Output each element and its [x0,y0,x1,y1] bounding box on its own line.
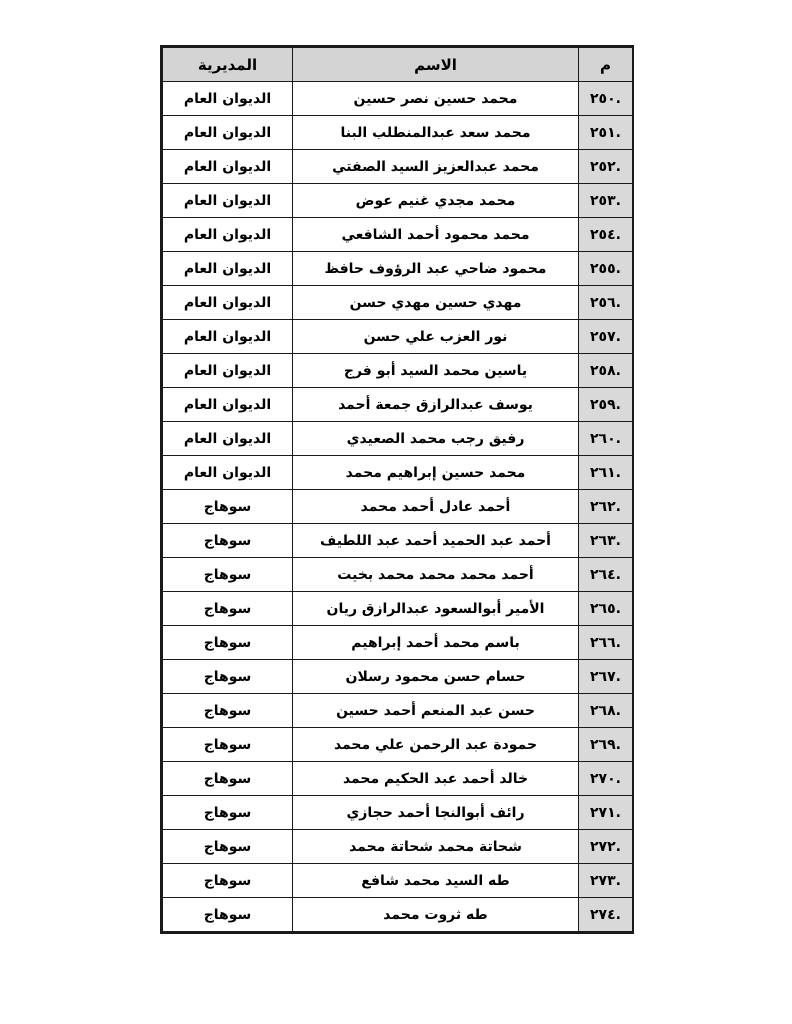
directorate-cell: سوهاج [163,728,293,762]
table-body [163,82,633,932]
row-number-cell: .٢٥٥ [579,252,633,286]
row-number-cell: .٢٥٦ [579,286,633,320]
name-cell: حسام حسن محمود رسلان [293,660,579,694]
directorate-cell: الديوان العام [163,184,293,218]
row-number-cell: .٢٦١ [579,456,633,490]
directorate-cell: الديوان العام [163,150,293,184]
name-cell: يوسف عبدالرازق جمعة أحمد [293,388,579,422]
directorate-cell: سوهاج [163,660,293,694]
directorate-cell: سوهاج [163,490,293,524]
directorate-cell: سوهاج [163,694,293,728]
name-cell: حسن عبد المنعم أحمد حسين [293,694,579,728]
table-row [163,558,633,592]
directorate-cell: سوهاج [163,864,293,898]
row-number-cell: .٢٥١ [579,116,633,150]
row-number-cell: .٢٦٢ [579,490,633,524]
row-number-cell: .٢٦٣ [579,524,633,558]
table-row [163,116,633,150]
name-cell: طه السيد محمد شافع [293,864,579,898]
name-cell: الأمير أبوالسعود عبدالرازق ريان [293,592,579,626]
row-number-cell: .٢٥٨ [579,354,633,388]
header-row [163,48,633,82]
directorate-cell: سوهاج [163,762,293,796]
table-row [163,762,633,796]
row-number-cell: .٢٧٣ [579,864,633,898]
name-cell: طه ثروت محمد [293,898,579,932]
directorate-cell: الديوان العام [163,286,293,320]
table-row [163,150,633,184]
name-cell: نور العزب علي حسن [293,320,579,354]
name-cell: ياسين محمد السيد أبو فرج [293,354,579,388]
directorate-cell: سوهاج [163,524,293,558]
directorate-cell: الديوان العام [163,422,293,456]
table-row [163,320,633,354]
directorate-cell: الديوان العام [163,218,293,252]
directorate-cell: سوهاج [163,626,293,660]
name-cell: محمود ضاحي عبد الرؤوف حافظ [293,252,579,286]
row-number-cell: .٢٧٢ [579,830,633,864]
row-number-cell: .٢٥٠ [579,82,633,116]
directorate-cell: الديوان العام [163,116,293,150]
table-row [163,490,633,524]
row-number-cell: .٢٦٧ [579,660,633,694]
table-header [163,48,633,82]
directorate-cell: الديوان العام [163,252,293,286]
column-header-name: الاسم [293,48,579,82]
table-row [163,422,633,456]
table-row [163,82,633,116]
directorate-cell: الديوان العام [163,456,293,490]
table-row [163,252,633,286]
directorate-cell: الديوان العام [163,388,293,422]
row-number-cell: .٢٥٧ [579,320,633,354]
directorate-cell: الديوان العام [163,354,293,388]
table-row [163,626,633,660]
name-cell: محمد حسين نصر حسين [293,82,579,116]
row-number-cell: .٢٧١ [579,796,633,830]
table-row [163,728,633,762]
roster-table-frame [160,45,634,934]
table-row [163,218,633,252]
directorate-cell: سوهاج [163,558,293,592]
name-cell: أحمد محمد محمد محمد بخيت [293,558,579,592]
row-number-cell: .٢٦٤ [579,558,633,592]
name-cell: أحمد عادل أحمد محمد [293,490,579,524]
name-cell: محمد سعد عبدالمنطلب البنا [293,116,579,150]
table-row [163,388,633,422]
column-header-number: م [579,48,633,82]
row-number-cell: .٢٥٩ [579,388,633,422]
row-number-cell: .٢٧٠ [579,762,633,796]
roster-table [162,47,633,932]
table-row [163,694,633,728]
table-row [163,898,633,932]
row-number-cell: .٢٥٢ [579,150,633,184]
table-row [163,864,633,898]
table-row [163,660,633,694]
table-row [163,796,633,830]
name-cell: محمد عبدالعزيز السيد الصفتي [293,150,579,184]
name-cell: محمد محمود أحمد الشافعي [293,218,579,252]
row-number-cell: .٢٦٦ [579,626,633,660]
table-row [163,524,633,558]
name-cell: باسم محمد أحمد إبراهيم [293,626,579,660]
row-number-cell: .٢٦٥ [579,592,633,626]
directorate-cell: سوهاج [163,592,293,626]
table-row [163,354,633,388]
name-cell: أحمد عبد الحميد أحمد عبد اللطيف [293,524,579,558]
directorate-cell: الديوان العام [163,320,293,354]
directorate-cell: سوهاج [163,830,293,864]
name-cell: محمد مجدي غنيم عوض [293,184,579,218]
row-number-cell: .٢٦٠ [579,422,633,456]
directorate-cell: سوهاج [163,898,293,932]
name-cell: خالد أحمد عبد الحكيم محمد [293,762,579,796]
table-row [163,592,633,626]
table-row [163,830,633,864]
name-cell: شحاتة محمد شحاتة محمد [293,830,579,864]
column-header-directorate: المديرية [163,48,293,82]
row-number-cell: .٢٥٤ [579,218,633,252]
name-cell: مهدي حسين مهدي حسن [293,286,579,320]
directorate-cell: سوهاج [163,796,293,830]
name-cell: محمد حسين إبراهيم محمد [293,456,579,490]
directorate-cell: الديوان العام [163,82,293,116]
row-number-cell: .٢٦٩ [579,728,633,762]
table-row [163,184,633,218]
name-cell: رفيق رجب محمد الصعيدي [293,422,579,456]
table-row [163,456,633,490]
row-number-cell: .٢٧٤ [579,898,633,932]
name-cell: حمودة عبد الرحمن علي محمد [293,728,579,762]
row-number-cell: .٢٦٨ [579,694,633,728]
name-cell: رائف أبوالنجا أحمد حجازي [293,796,579,830]
table-row [163,286,633,320]
row-number-cell: .٢٥٣ [579,184,633,218]
